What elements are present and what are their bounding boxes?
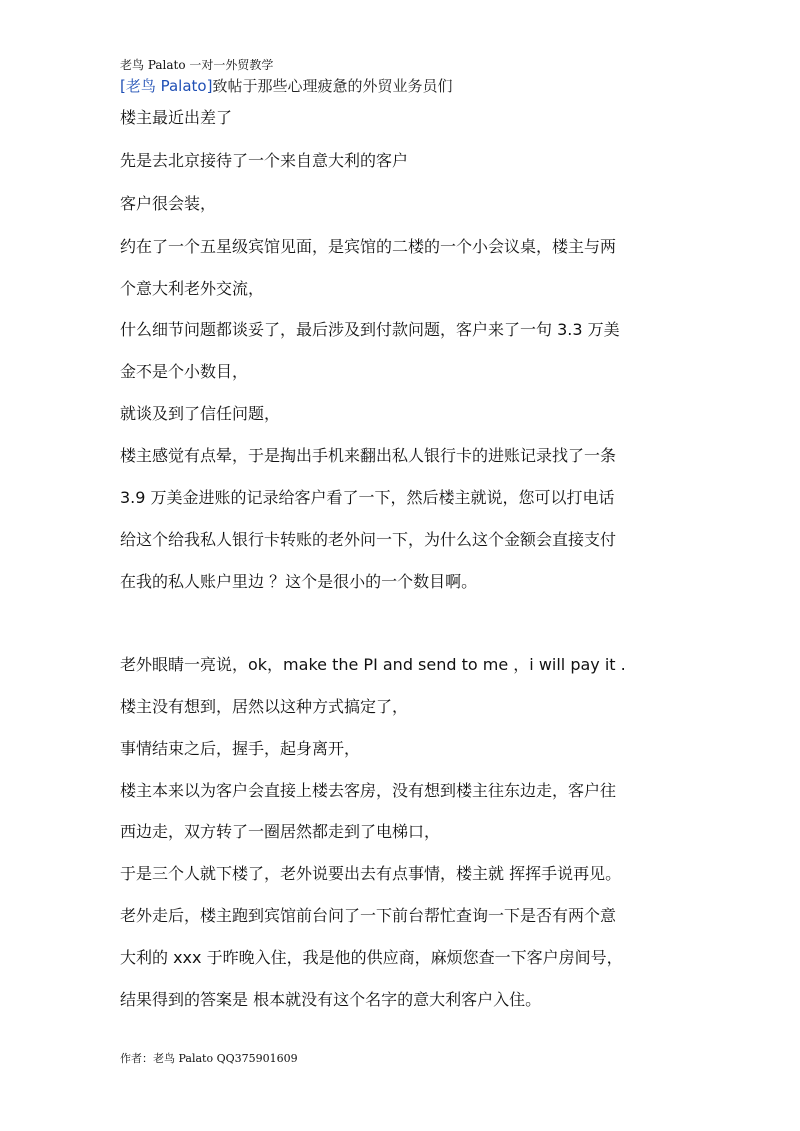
body-line: 在我的私人账户里边 ？这个是很小的一个数目啊。 [120, 572, 478, 591]
page-header: 老鸟 Palato 一对一外贸教学 [120, 58, 274, 72]
body-line: 楼主感觉有点晕，于是掏出手机来翻出私人银行卡的进账记录找了一条 [120, 446, 617, 465]
body-line: 事情结束之后，握手，起身离开， [120, 739, 361, 758]
body-line: 什么细节问题都谈妥了，最后涉及到付款问题，客户来了一句 3.3 万美 [120, 320, 620, 339]
body-line: 3.9 万美金进账的记录给客户看了一下，然后楼主就说，您可以打电话 [120, 488, 615, 507]
body-line: 楼主没有想到，居然以这种方式搞定了， [120, 697, 409, 716]
body-line: 客户很会装， [120, 194, 217, 213]
title-tag: [老鸟 Palato] [120, 77, 213, 95]
body-line: 大利的 xxx 于昨晚入住，我是他的供应商，麻烦您查一下客户房间号， [120, 948, 623, 967]
body-line: 先是去北京接待了一个来自意大利的客户 [120, 151, 409, 170]
body-line: 就谈及到了信任问题， [120, 404, 281, 423]
title-text: 致帖于那些心理疲惫的外贸业务员们 [212, 77, 453, 95]
body-line: 约在了一个五星级宾馆见面，是宾馆的二楼的一个小会议桌，楼主与两 [120, 237, 617, 256]
body-line: 楼主最近出差了 [120, 108, 233, 127]
body-line: 老外走后，楼主跑到宾馆前台问了一下前台帮忙查询一下是否有两个意 [120, 906, 617, 925]
page-footer: 作者：老鸟 Palato QQ375901609 [120, 1052, 298, 1065]
body-line: 老外眼睛一亮说，ok，make the PI and send to me ，i will pay it . [120, 655, 626, 674]
body-line: 结果得到的答案是 根本就没有这个名字的意大利客户入住。 [120, 990, 542, 1009]
body-line: 金不是个小数目， [120, 362, 249, 381]
body-line: 个意大利老外交流， [120, 279, 265, 298]
body-line: 楼主本来以为客户会直接上楼去客房，没有想到楼主往东边走，客户往 [120, 781, 617, 800]
body-line: 给这个给我私人银行卡转账的老外问一下，为什么这个金额会直接支付 [120, 530, 617, 549]
body-line: 于是三个人就下楼了，老外说要出去有点事情，楼主就 挥挥手说再见。 [120, 864, 622, 883]
document-title [120, 75, 452, 96]
body-line: 西边走，双方转了一圈居然都走到了电梯口， [120, 822, 441, 841]
